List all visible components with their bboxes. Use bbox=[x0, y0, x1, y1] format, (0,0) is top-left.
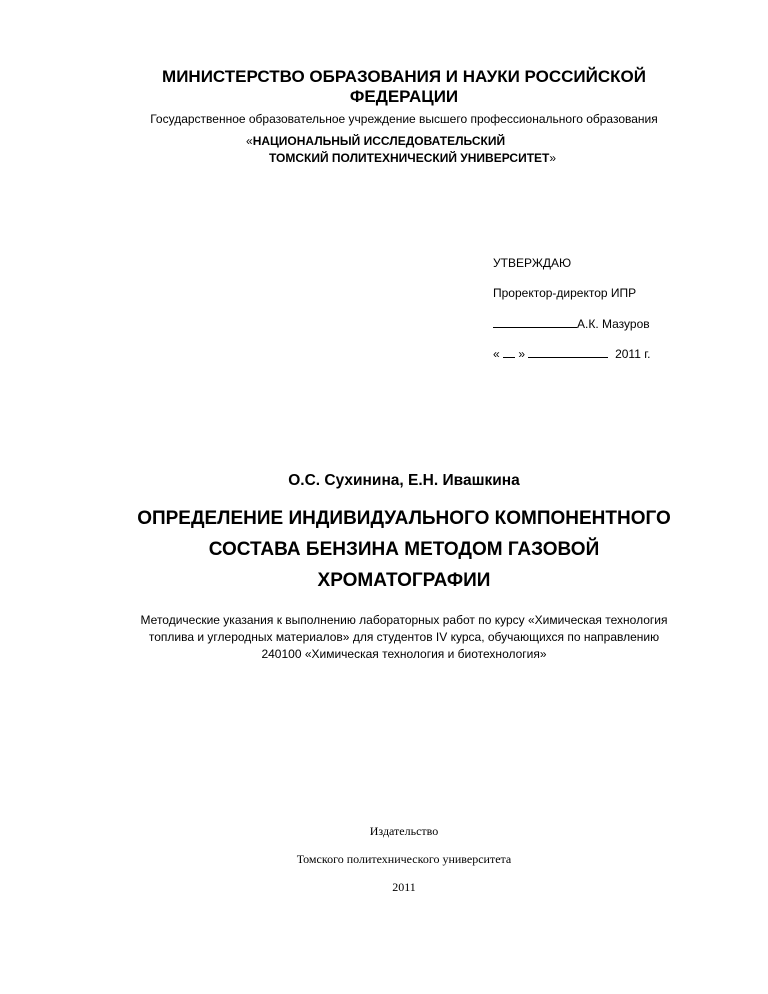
description-line-1: Методические указания к выполнению лабораторных работ по курсу «Химическая технология bbox=[140, 613, 668, 627]
title-line-3: ХРОМАТОГРАФИИ bbox=[317, 570, 491, 591]
university-line-1 bbox=[246, 133, 556, 150]
title-line-1: ОПРЕДЕЛЕНИЕ ИНДИВИДУАЛЬНОГО КОМПОНЕНТНОГО bbox=[137, 508, 671, 529]
signature-blank bbox=[493, 316, 577, 328]
month-blank bbox=[528, 346, 608, 358]
open-quote: « bbox=[246, 134, 253, 148]
signatory-name: А.К. Мазуров bbox=[577, 317, 650, 331]
publisher-label: Издательство bbox=[369, 824, 439, 838]
publication-year: 2011 bbox=[392, 880, 416, 894]
approval-block bbox=[493, 256, 650, 376]
approve-label: УТВЕРЖДАЮ bbox=[493, 256, 572, 270]
description bbox=[110, 612, 698, 663]
authors: О.С. Сухинина, Е.Н. Ивашкина bbox=[288, 472, 520, 489]
university-name bbox=[246, 133, 556, 167]
state-institution-text: Государственное образовательное учреждение высшего профессионального образования bbox=[150, 112, 658, 126]
university-line-1-text: НАЦИОНАЛЬНЫЙ ИССЛЕДОВАТЕЛЬСКИЙ bbox=[252, 134, 506, 148]
document-title bbox=[80, 503, 728, 596]
close-quote: » bbox=[549, 151, 557, 165]
approver-position: Проректор-директор ИПР bbox=[493, 286, 637, 300]
university-line-2 bbox=[246, 150, 556, 167]
signature-line bbox=[493, 316, 650, 346]
title-line-2: СОСТАВА БЕНЗИНА МЕТОДОМ ГАЗОВОЙ bbox=[208, 539, 600, 560]
description-line-3: 240100 «Химическая технология и биотехнология» bbox=[261, 647, 547, 661]
approval-year: 2011 г. bbox=[615, 347, 651, 361]
day-blank bbox=[503, 346, 515, 358]
ministry-line-2: ФЕДЕРАЦИИ bbox=[349, 87, 459, 106]
approval-date bbox=[493, 346, 650, 376]
university-line-2-text: ТОМСКИЙ ПОЛИТЕХНИЧЕСКИЙ УНИВЕРСИТЕТ bbox=[269, 151, 550, 165]
date-close-quote: » bbox=[518, 347, 526, 361]
ministry-heading bbox=[100, 67, 708, 107]
date-open-quote: « bbox=[493, 347, 500, 361]
publisher-name: Томского политехнического университета bbox=[296, 852, 512, 866]
description-line-2: топлива и углеродных материалов» для студентов IV курса, обучающихся по направлению bbox=[148, 630, 660, 644]
ministry-line-1: МИНИСТЕРСТВО ОБРАЗОВАНИЯ И НАУКИ РОССИЙСКОЙ bbox=[162, 67, 646, 86]
